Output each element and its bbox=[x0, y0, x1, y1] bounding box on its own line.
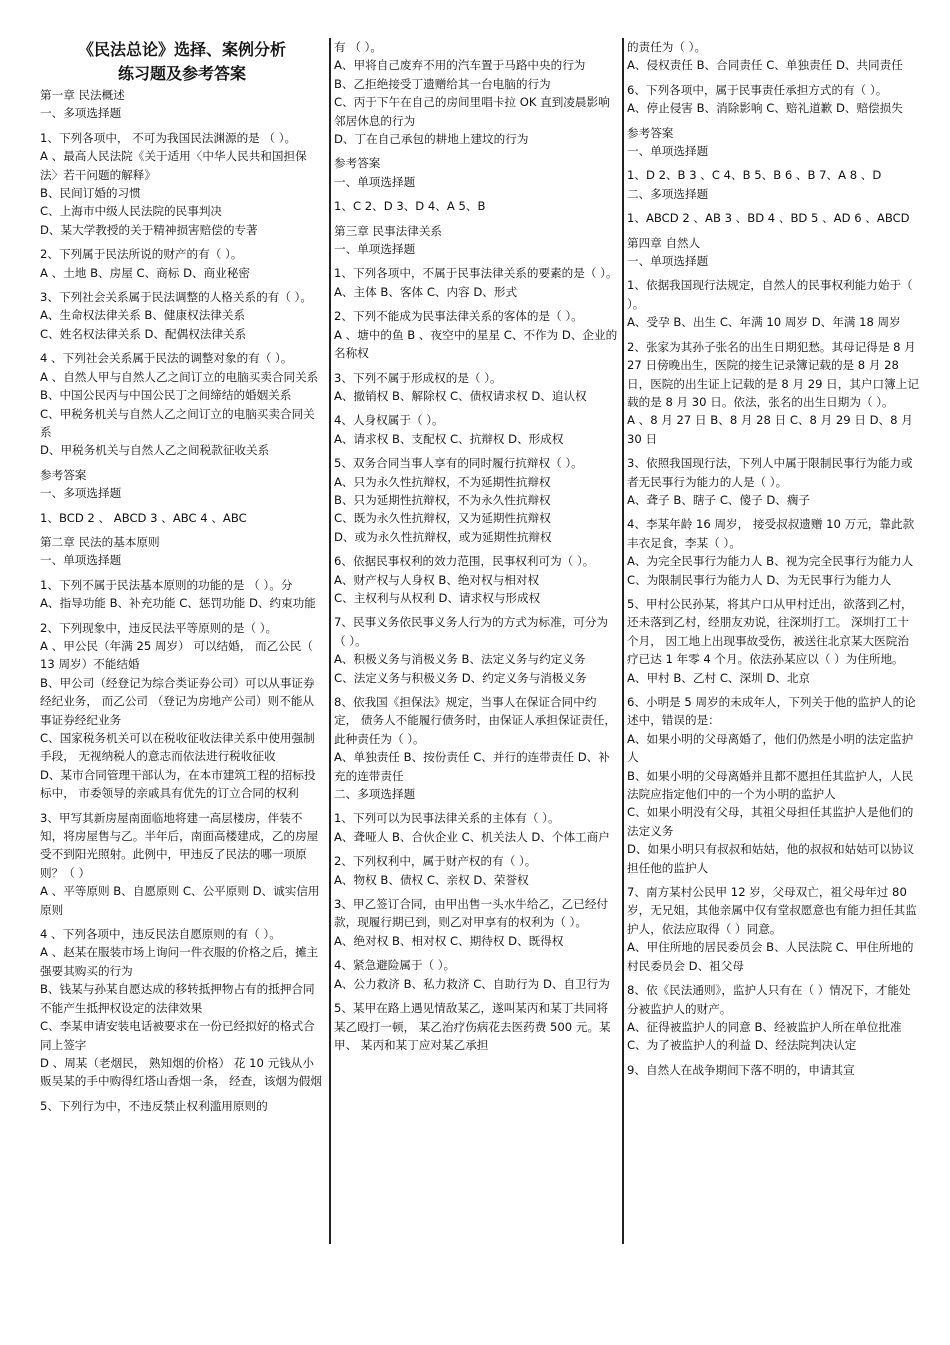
column-3-lines bbox=[627, 38, 919, 1079]
text-line: 6、依据民事权利的效力范围，民事权利可为（ ）。 bbox=[334, 554, 595, 569]
text-line: 3、甲写其新房屋南面临地将建一高层楼房，伴装不知，将房屋售与乙。半年后，南面高楼建成，乙的房屋受不到阳光照射。此例中，甲违反了民法的哪一项原则？（ ） bbox=[40, 810, 319, 880]
text-line: 8、依我国《担保法》规定，当事人在保证合同中约定， 债务人不能履行债务时，由保证人承担保证责任，此种责任为（ ）。 bbox=[334, 695, 616, 746]
text-line: 3、甲乙签订合同，由甲出售一头水牛给乙，乙已经付款，现履行期已到，则乙对甲享有的权利为（ ）。 bbox=[334, 897, 609, 930]
text-line: 1、下列可以为民事法律关系的主体有（ ）。 bbox=[334, 811, 560, 826]
text-line: C、主权利与从权利 D、请求权与形成权 bbox=[334, 590, 541, 605]
text-line: C、如果小明没有父母，其祖父母担任其监护人是他们的法定义务 bbox=[627, 805, 914, 838]
text-line: 7、南方某村公民甲 12 岁，父母双亡，祖父母年过 80 岁，无兄姐，其他亲属中仅有堂叔愿意也有能力担任其监护人，依法应取得（ ）同意。 bbox=[627, 885, 917, 936]
text-line: A、单独责任 B、按份责任 C、并行的连带责任 D、补充的连带责任 bbox=[334, 750, 610, 783]
text-line: 2、下列权利中，属于财产权的有（ ）。 bbox=[334, 854, 537, 869]
text-line: 5、甲村公民孙某，将其户口从甲村迁出，欲落到乙村，还未落到乙村，经朋友劝说，往深圳打工。 深圳打工十个月， 因工地上出现事故受伤，被送往北京某大医院治疗已达 1 年零 4 个月。依法孙某应以（ ）为住所地。 bbox=[627, 596, 913, 667]
column-1 bbox=[40, 38, 324, 1115]
column-divider-1 bbox=[329, 38, 331, 1244]
text-line: A、生命权法律关系 B、健康权法律关系 bbox=[40, 308, 246, 323]
text-line: C、姓名权法律关系 D、配偶权法律关系 bbox=[40, 326, 247, 341]
column-2 bbox=[334, 38, 618, 1054]
text-line: 3、下列社会关系属于民法调整的人格关系的有（ ）。 bbox=[40, 290, 312, 305]
text-line: C、甲税务机关与自然人乙之间订立的电脑买卖合同关系 bbox=[40, 406, 315, 439]
text-line: D、如果小明只有叔叔和姑姑，他的叔叔和姑姑可以协议担任他的监护人 bbox=[627, 842, 915, 875]
text-line: 6、下列各项中，属于民事责任承担方式的有（ ）。 bbox=[627, 82, 888, 97]
text-line: 3、下列不属于形成权的是（ ）。 bbox=[334, 370, 502, 385]
text-line: A、停止侵害 B、消除影响 C、赔礼道歉 D、赔偿损失 bbox=[627, 101, 903, 116]
text-line: 一、多项选择题 bbox=[40, 486, 122, 501]
text-line: 5、某甲在路上遇见情敌某乙，遂叫某丙和某丁共同将某乙殴打一顿， 某乙治疗伤病花去医药费 500 元。某甲、 某丙和某丁应对某乙承担 bbox=[334, 1001, 611, 1052]
text-line: 二、多项选择题 bbox=[627, 186, 709, 201]
text-line: B、只为延期性抗辩权，不为永久性抗辩权 bbox=[334, 492, 551, 507]
text-line: 有 （ ）。 bbox=[334, 40, 382, 54]
text-line: 一、单项选择题 bbox=[40, 553, 122, 568]
text-line: A、积极义务与消极义务 B、法定义务与约定义务 bbox=[334, 652, 586, 667]
text-line: A、物权 B、债权 C、亲权 D、荣誉权 bbox=[334, 872, 529, 887]
text-line: 参考答案 bbox=[627, 125, 674, 140]
text-line: 一、多项选择题 bbox=[40, 106, 122, 121]
text-line: D、甲税务机关与自然人乙之间税款征收关系 bbox=[40, 443, 270, 458]
text-line: D、某大学教授的关于精神损害赔偿的专著 bbox=[40, 222, 258, 237]
text-line: 1、下列各项中， 不可为我国民法渊源的是 （ ）。 bbox=[40, 130, 297, 145]
text-line: 第二章 民法的基本原则 bbox=[40, 534, 160, 549]
title-line-1: 《民法总论》选择、案例分析 bbox=[77, 40, 286, 59]
text-line: A 、最高人民法院《关于适用〈中华人民共和国担保法〉若干问题的解释》 bbox=[40, 149, 307, 182]
text-line: B、中国公民丙与中国公民丁之间缔结的婚姻关系 bbox=[40, 388, 292, 403]
text-line: D 、周某（老烟民， 熟知烟的价格） 花 10 元钱从小贩吴某的手中购得红塔山香烟一条， 经查，该烟为假烟 bbox=[40, 1055, 322, 1089]
text-line: 5、双务合同当事人享有的同时履行抗辩权（ ）。 bbox=[334, 456, 583, 471]
text-line: 1、ABCD 2 、AB 3 、BD 4 、BD 5 、AD 6 、ABCD bbox=[627, 211, 910, 226]
text-line: C、丙于下午在自己的房间里唱卡拉 OK 直到凌晨影响邻居休息的行为 bbox=[334, 95, 610, 128]
text-line: 2、张家为其孙子张名的出生日期犯愁。其母记得是 8 月 27 日傍晚出生，医院的接生记录簿记载的是 8 月 28 日，医院的出生证上记载的是 8 月 29 日，其户口簿上记载的是 8 月 30 日。依法，张名的出生日期为（ ）。 bbox=[627, 339, 919, 409]
text-line: D、丁在自己承包的耕地上建坟的行为 bbox=[334, 132, 529, 147]
text-line: 第一章 民法概述 bbox=[40, 88, 125, 102]
text-line: C、李某申请安装电话被要求在一份已经拟好的格式合同上签字 bbox=[40, 1019, 315, 1052]
text-line: A 、自然人甲与自然人乙之间订立的电脑买卖合同关系 bbox=[40, 369, 319, 384]
text-line: 一、单项选择题 bbox=[334, 242, 416, 257]
text-line: 8、依《民法通则》，监护人只有在（ ）情况下，才能处分被监护人的财产。 bbox=[627, 983, 911, 1016]
text-line: A、征得被监护人的同意 B、经被监护人所在单位批准 bbox=[627, 1019, 902, 1034]
page-title bbox=[40, 38, 324, 86]
column-3 bbox=[627, 38, 919, 1079]
text-line: A、侵权责任 B、合同责任 C、单独责任 D、共同责任 bbox=[627, 58, 903, 73]
column-2-lines bbox=[334, 38, 618, 1054]
text-line: 9、自然人在战争期间下落不明的，申请其宣 bbox=[627, 1062, 855, 1077]
text-line: 的责任为（ ）。 bbox=[627, 40, 707, 54]
text-line: 二、多项选择题 bbox=[334, 787, 416, 802]
text-line: 一、单项选择题 bbox=[627, 254, 709, 269]
text-line: 2、下列现象中，违反民法平等原则的是（ ）。 bbox=[40, 620, 278, 635]
text-line: A 、塘中的鱼 B 、夜空中的星星 C、不作为 D、企业的名称权 bbox=[334, 327, 618, 361]
text-line: A 、甲公民（年满 25 周岁） 可以结婚， 而乙公民（ 13 周岁）不能结婚 bbox=[40, 638, 313, 672]
text-line: B、乙拒绝接受丁遗赠给其一台电脑的行为 bbox=[334, 76, 551, 91]
text-line: C、国家税务机关可以在税收征收法律关系中使用强制手段， 无视纳税人的意志而依法进行税收征收 bbox=[40, 731, 315, 764]
text-line: 第三章 民事法律关系 bbox=[334, 223, 443, 238]
text-line: A、绝对权 B、相对权 C、期待权 D、既得权 bbox=[334, 933, 564, 948]
text-line: 参考答案 bbox=[40, 467, 87, 482]
text-line: 1、D 2、B 3 、C 4、B 5、B 6 、B 7、A 8 、D bbox=[627, 168, 882, 183]
title-line-2: 练习题及参考答案 bbox=[117, 64, 246, 83]
text-line: A、请求权 B、支配权 C、抗辩权 D、形成权 bbox=[334, 431, 564, 446]
text-line: 4 、下列社会关系属于民法的调整对象的有（ ）。 bbox=[40, 351, 293, 366]
text-line: 一、单项选择题 bbox=[334, 174, 416, 189]
text-line: C、上海市中级人民法院的民事判决 bbox=[40, 204, 223, 219]
text-line: D、或为永久性抗辩权，或为延期性抗辩权 bbox=[334, 529, 552, 544]
text-line: A 、土地 B、房屋 C、商标 D、商业秘密 bbox=[40, 265, 250, 280]
text-line: A、为完全民事行为能力人 B、视为完全民事行为能力人 bbox=[627, 554, 914, 569]
text-line: A 、8 月 27 日 B、8 月 28 日 C、8 月 29 日 D、8 月 30 日 bbox=[627, 413, 913, 446]
text-line: A、受孕 B、出生 C、年满 10 周岁 D、年满 18 周岁 bbox=[627, 315, 901, 330]
text-line: A 、赵某在服装市场上询问一件衣服的价格之后，摊主强要其购买的行为 bbox=[40, 945, 319, 978]
text-line: A、如果小明的父母离婚了，他们仍然是小明的法定监护人 bbox=[627, 731, 914, 765]
text-line: A、只为永久性抗辩权，不为延期性抗辩权 bbox=[334, 474, 551, 489]
text-line: 6、小明是 5 周岁的未成年人，下列关于他的监护人的论述中，错误的是： bbox=[627, 695, 916, 728]
text-line: 4、人身权属于（ ）。 bbox=[334, 413, 444, 428]
text-line: A、撤销权 B、解除权 C、债权请求权 D、追认权 bbox=[334, 388, 587, 403]
text-line: 4、紧急避险属于（ ）。 bbox=[334, 958, 456, 973]
text-line: A、财产权与人身权 B、绝对权与相对权 bbox=[334, 572, 540, 587]
text-line: 一、单项选择题 bbox=[627, 144, 709, 159]
text-line: 1、下列各项中，不属于民事法律关系的要素的是（ ）。 bbox=[334, 266, 618, 281]
text-line: B、钱某与孙某自愿达成的移转抵押物占有的抵押合同不能产生抵押权设定的法律效果 bbox=[40, 982, 315, 1015]
text-line: A、指导功能 B、补充功能 C、惩罚功能 D、约束功能 bbox=[40, 596, 316, 611]
text-line: 2、下列不能成为民事法律关系的客体的是（ ）。 bbox=[334, 309, 583, 324]
text-line: 3、依照我国现行法，下列人中属于限制民事行为能力或者无民事行为能力的人是（ ）。 bbox=[627, 456, 913, 489]
text-line: 2、下列属于民法所说的财产的有（ ）。 bbox=[40, 247, 243, 262]
text-line: D、某市合同管理干部认为，在本市建筑工程的招标投标中， 市委领导的亲戚具有优先的订立合同的权利 bbox=[40, 767, 316, 801]
text-line: C、为了被监护人的利益 D、经法院判决认定 bbox=[627, 1038, 857, 1053]
text-line: A、公力救济 B、私力救济 C、自助行为 D、自卫行为 bbox=[334, 976, 610, 991]
text-line: A、甲住所地的居民委员会 B、人民法院 C、甲住所地的村民委员会 D、祖父母 bbox=[627, 940, 914, 973]
text-line: 4、李某年龄 16 周岁， 接受叔叔遗赠 10 万元，靠此款丰衣足食，李某（ ）。 bbox=[627, 517, 915, 550]
text-line: 7、民事义务依民事义务人行为的方式为标准，可分为（ ）。 bbox=[334, 615, 609, 648]
text-line: 1、依据我国现行法规定，自然人的民事权利能力始于（ ）。 bbox=[627, 278, 913, 311]
text-line: 1、下列不属于民法基本原则的功能的是 （ ）。分 bbox=[40, 577, 293, 592]
text-line: A、主体 B、客体 C、内容 D、形式 bbox=[334, 284, 518, 299]
text-line: A、甲将自己废弃不用的汽车置于马路中央的行为 bbox=[334, 58, 586, 73]
text-line: 第四章 自然人 bbox=[627, 235, 701, 250]
text-line: A、聋哑人 B、合伙企业 C、机关法人 D、个体工商户 bbox=[334, 829, 610, 844]
column-1-lines bbox=[40, 86, 324, 1115]
text-line: C、为限制民事行为能力人 D、为无民事行为能力人 bbox=[627, 572, 892, 587]
text-line: B、民间订婚的习惯 bbox=[40, 186, 141, 201]
text-line: C、既为永久性抗辩权，又为延期性抗辩权 bbox=[334, 511, 551, 526]
text-line: B、如果小明的父母离婚并且都不愿担任其监护人，人民法院应指定他们中的一个为小明的监护人 bbox=[627, 768, 914, 802]
text-line: A 、平等原则 B、自愿原则 C、公平原则 D、诚实信用原则 bbox=[40, 884, 320, 917]
text-line: 4 、下列各项中，违反民法自愿原则的有（ ）。 bbox=[40, 927, 281, 942]
text-line: A、甲村 B、乙村 C、深圳 D、北京 bbox=[627, 670, 811, 685]
text-line: 参考答案 bbox=[334, 156, 381, 171]
text-line: B、甲公司（经登记为综合类证券公司）可以从事证券经纪业务， 而乙公司 （登记为房地产公司）则不能从事证券经纪业务 bbox=[40, 675, 315, 727]
text-line: A、聋子 B、瞎子 C、傻子 D、瘸子 bbox=[627, 492, 811, 507]
text-line: 5、下列行为中，不违反禁止权利滥用原则的 bbox=[40, 1098, 268, 1113]
column-divider-2 bbox=[622, 38, 624, 1244]
text-line: 1、BCD 2 、 ABCD 3 、ABC 4 、ABC bbox=[40, 510, 247, 525]
text-line: C、法定义务与积极义务 D、约定义务与消极义务 bbox=[334, 670, 587, 685]
text-line: 1、C 2、D 3、D 4、A 5、B bbox=[334, 199, 486, 214]
